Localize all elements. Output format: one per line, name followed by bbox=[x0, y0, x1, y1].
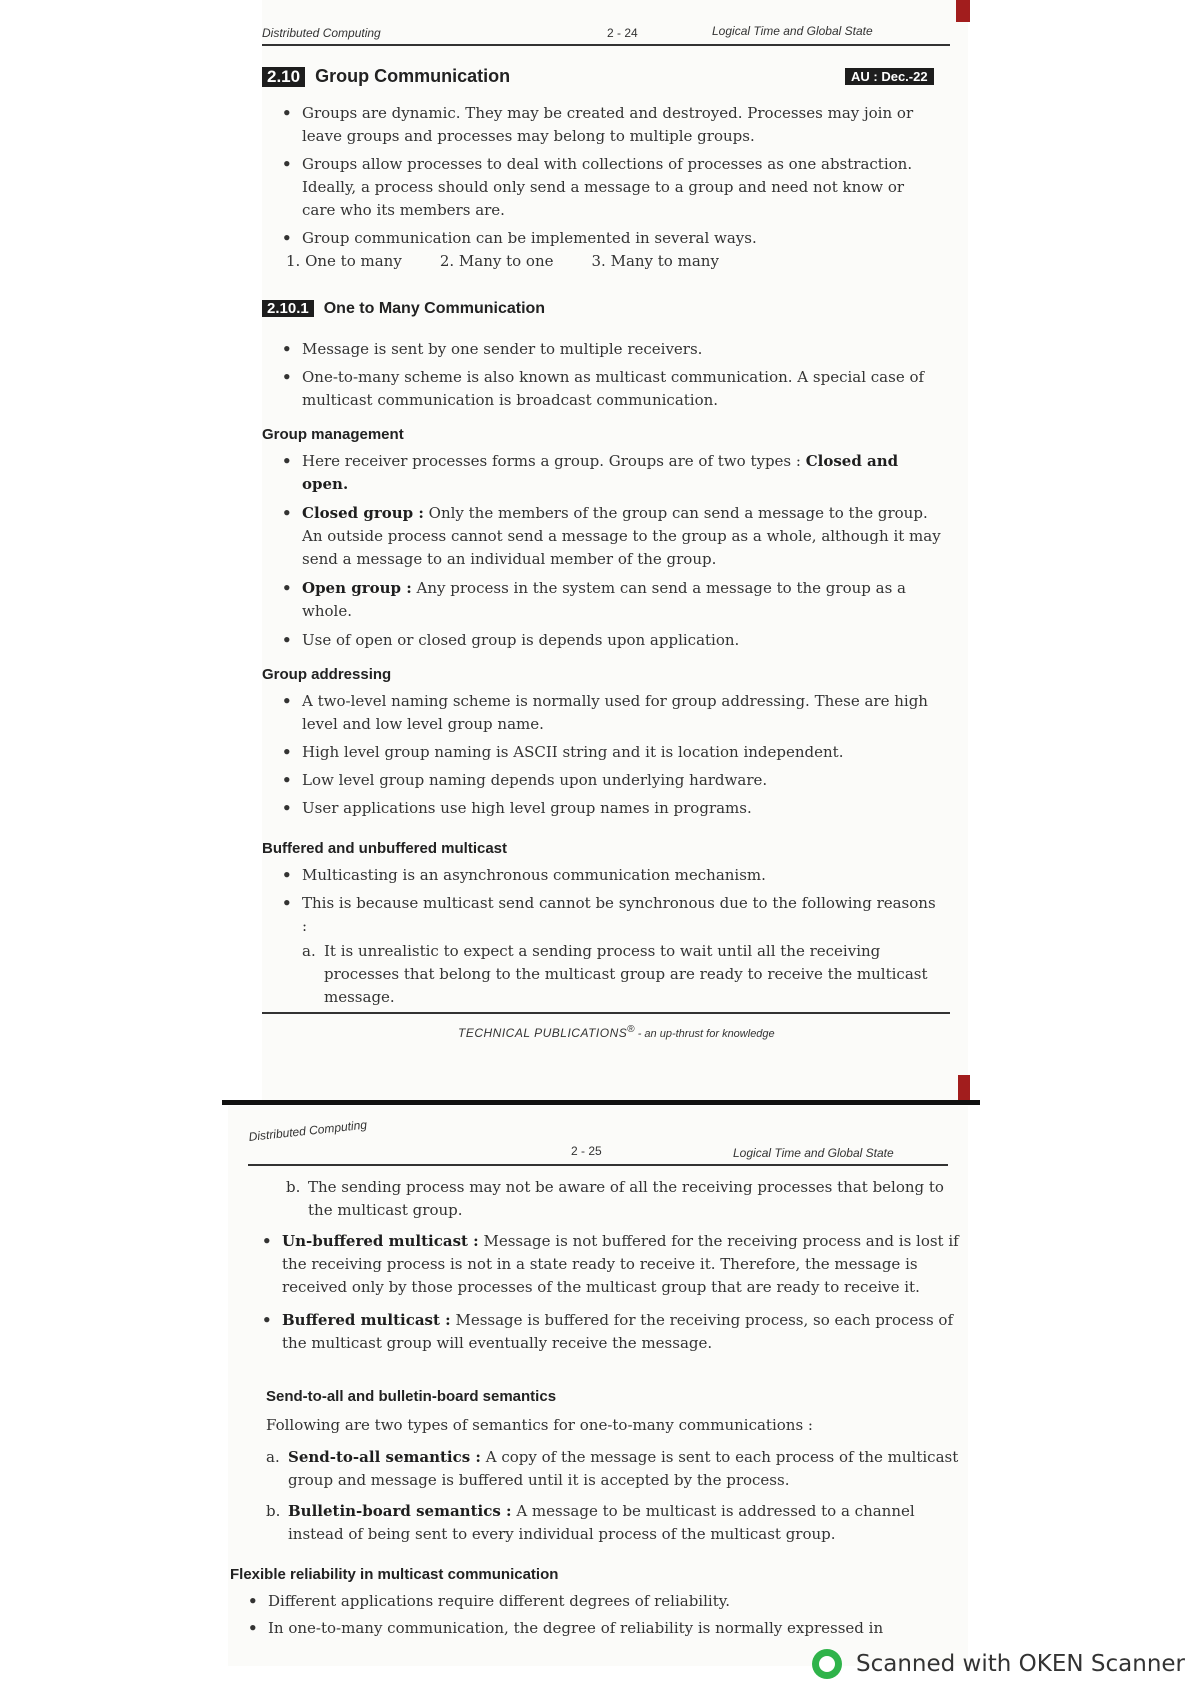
semantics-heading: Send-to-all and bulletin-board semantics bbox=[266, 1388, 557, 1405]
page-divider bbox=[222, 1100, 980, 1105]
section-title: Group Communication bbox=[315, 66, 511, 86]
multicast-types-list bbox=[262, 1230, 966, 1355]
subsection-heading bbox=[262, 300, 545, 318]
list-item: • High level group naming is ASCII string and it is location independent. bbox=[282, 741, 942, 764]
buffered-list bbox=[282, 864, 942, 1009]
header-rule bbox=[248, 1164, 948, 1166]
list-item: • User applications use high level group names in programs. bbox=[282, 797, 942, 820]
semantics-intro: Following are two types of semantics for one-to-many communications : bbox=[266, 1416, 813, 1434]
section-number: 2.10 bbox=[262, 67, 305, 87]
list-item: • One-to-many scheme is also known as multicast communication. A special case of multicast communication is broadcast communication. bbox=[282, 366, 942, 412]
running-header-left: Distributed Computing bbox=[248, 1117, 368, 1144]
running-header-right: Logical Time and Global State bbox=[733, 1146, 894, 1160]
list-item: • A two-level naming scheme is normally used for group addressing. These are high level and low level group name. bbox=[282, 690, 942, 736]
section-heading bbox=[262, 66, 510, 87]
flexible-reliability-list bbox=[248, 1590, 966, 1640]
page-number: 2 - 25 bbox=[571, 1144, 602, 1158]
running-header-left: Distributed Computing bbox=[262, 26, 381, 40]
way-item: 1. One to many bbox=[286, 252, 402, 270]
publisher-footer: TECHNICAL PUBLICATIONS® - an up-thrust for knowledge bbox=[458, 1024, 775, 1040]
reason-b: b. The sending process may not be aware of all the receiving processes that belong to the multicast group. bbox=[286, 1178, 944, 1219]
list-item: • Different applications require different degrees of reliability. bbox=[248, 1590, 966, 1613]
list-item: • Group communication can be implemented in several ways. bbox=[282, 227, 942, 250]
list-item: • Message is sent by one sender to multiple receivers. bbox=[282, 338, 942, 361]
list-item: • Groups are dynamic. They may be created and destroyed. Processes may join or leave groups and processes may belong to multiple groups. bbox=[282, 102, 942, 148]
list-item: • Un-buffered multicast : Message is not buffered for the receiving process and is lost if the receiving process is not in a state ready to receive it. Therefore, the message is received only by those processes of the multicast group that are ready to receive it. bbox=[262, 1230, 966, 1299]
footer-rule bbox=[262, 1012, 950, 1014]
list-item: • In one-to-many communication, the degree of reliability is normally expressed in bbox=[248, 1617, 966, 1640]
running-header-right: Logical Time and Global State bbox=[712, 24, 873, 38]
list-item: • This is because multicast send cannot be synchronous due to the following reasons : bbox=[282, 892, 942, 938]
semantics-a: a. Send-to-all semantics : A copy of the message is sent to each process of the multicast group and message is buffered until it is accepted by the process. bbox=[266, 1448, 959, 1489]
list-item: • Low level group naming depends upon underlying hardware. bbox=[282, 769, 942, 792]
buffered-heading: Buffered and unbuffered multicast bbox=[262, 840, 508, 857]
page-2-25 bbox=[228, 1106, 968, 1666]
list-item: • Buffered multicast : Message is buffered for the receiving process, so each process of the multicast group will eventually receive the message. bbox=[262, 1309, 966, 1355]
semantics-list bbox=[266, 1446, 966, 1546]
scanner-watermark-text: Scanned with OKEN Scanner bbox=[856, 1651, 1185, 1677]
list-item: • Here receiver processes forms a group. Groups are of two types : Closed and open. bbox=[282, 450, 942, 496]
page-2-24 bbox=[262, 0, 968, 1100]
list-item: • Multicasting is an asynchronous communication mechanism. bbox=[282, 864, 942, 887]
list-item: • Groups allow processes to deal with collections of processes as one abstraction. Ideally, a process should only send a message to a group and need not know or care who its members are. bbox=[282, 153, 942, 222]
group-addressing-heading: Group addressing bbox=[262, 666, 392, 683]
page-number: 2 - 24 bbox=[607, 26, 638, 40]
ways-list bbox=[282, 250, 942, 273]
scan-edge-mark bbox=[958, 1075, 970, 1100]
flexible-reliability-heading: Flexible reliability in multicast communication bbox=[230, 1566, 559, 1583]
list-item: • Closed group : Only the members of the group can send a message to the group. An outside process cannot send a message to the group as a whole, although it may send a message to an individual member of the group. bbox=[282, 502, 942, 571]
oken-logo-icon bbox=[812, 1649, 842, 1679]
reason-a: a. It is unrealistic to expect a sending process to wait until all the receiving processes that belong to the multicast group are ready to receive the multicast message. bbox=[302, 942, 928, 1006]
scanner-watermark bbox=[812, 1646, 1185, 1682]
scan-edge-mark bbox=[956, 0, 970, 22]
otm-list bbox=[282, 338, 942, 412]
list-item: • Use of open or closed group is depends upon application. bbox=[282, 629, 942, 652]
way-item: 2. Many to one bbox=[439, 252, 554, 270]
intro-list bbox=[282, 102, 942, 273]
group-addressing-list bbox=[282, 690, 942, 820]
way-item: 3. Many to many bbox=[591, 252, 719, 270]
group-management-list bbox=[282, 450, 942, 652]
subsection-number: 2.10.1 bbox=[262, 300, 314, 317]
exam-badge: AU : Dec.-22 bbox=[845, 68, 934, 85]
header-rule bbox=[262, 44, 950, 46]
subsection-title: One to Many Communication bbox=[323, 300, 546, 317]
semantics-b: b. Bulletin-board semantics : A message to be multicast is addressed to a channel instead of being sent to every individual process of the multicast group. bbox=[266, 1502, 915, 1543]
list-item: • Open group : Any process in the system can send a message to the group as a whole. bbox=[282, 577, 942, 623]
group-management-heading: Group management bbox=[262, 426, 404, 443]
